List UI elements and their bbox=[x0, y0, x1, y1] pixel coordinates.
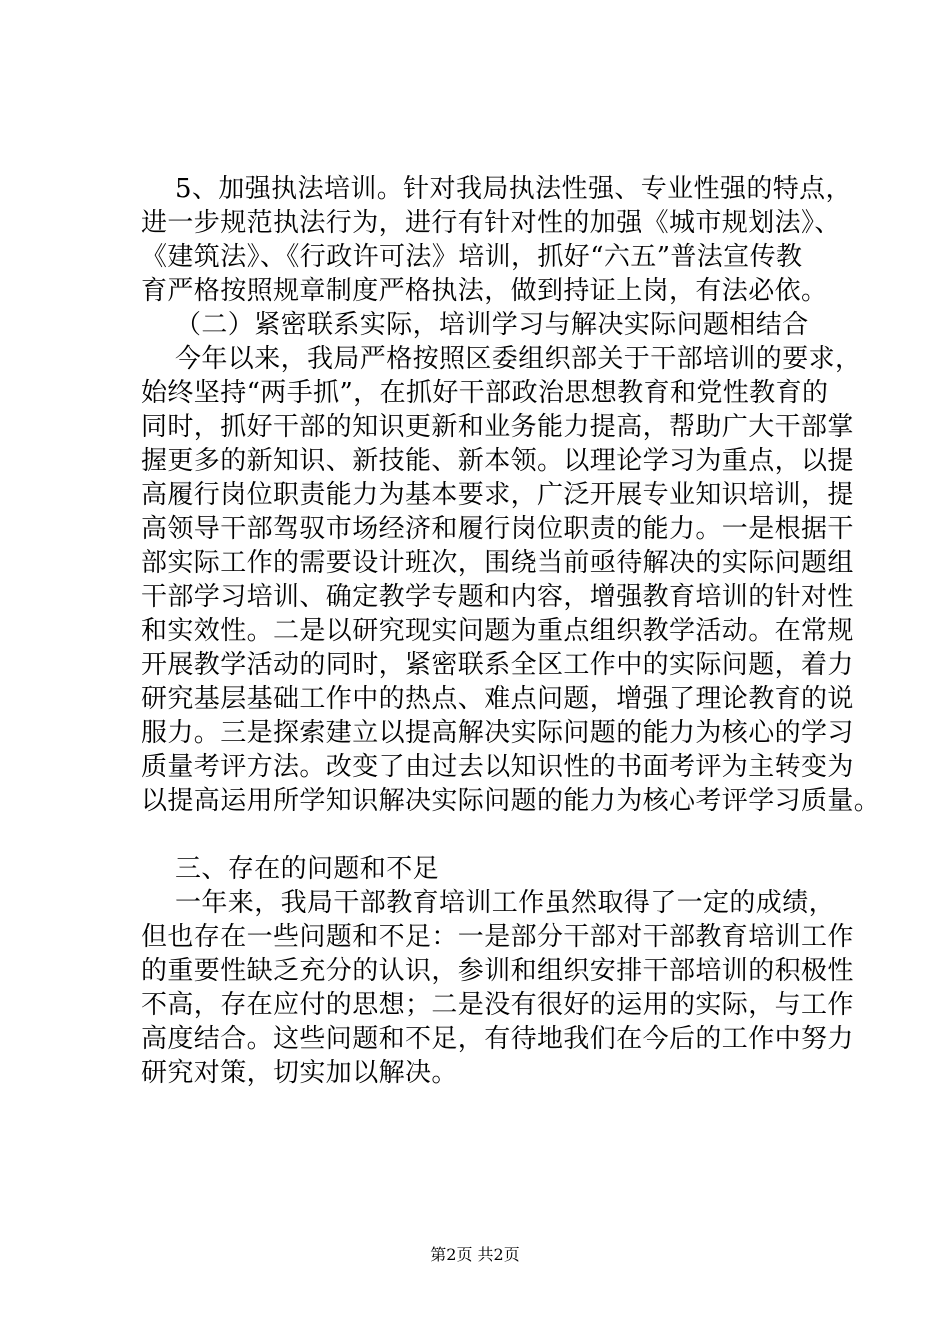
text-line: 研究基层基础工作中的热点、难点问题，增强了理论教育的说 bbox=[141, 684, 854, 714]
text-line: 不高，存在应付的思想；二是没有很好的运用的实际，与工作 bbox=[141, 990, 854, 1020]
text-line: 一年来，我局干部教育培训工作虽然取得了一定的成绩， bbox=[175, 888, 836, 918]
text-line: 进一步规范执法行为，进行有针对性的加强《城市规划法》、 bbox=[141, 208, 841, 238]
section-heading: （二）紧密联系实际，培训学习与解决实际问题相结合 bbox=[175, 310, 809, 340]
text-line: 但也存在一些问题和不足：一是部分干部对干部教育培训工作 bbox=[141, 922, 854, 952]
text-line: 今年以来，我局严格按照区委组织部关于干部培训的要求， bbox=[175, 344, 862, 374]
text-line: 的重要性缺乏充分的认识，参训和组织安排干部培训的积极性 bbox=[141, 956, 854, 986]
text-line: 《建筑法》、《行政许可法》培训，抓好“六五”普法宣传教 bbox=[141, 242, 803, 272]
page-number: 第2页 共2页 bbox=[430, 1245, 520, 1264]
text-line: 服力。三是探索建立以提高解决实际问题的能力为核心的学习 bbox=[141, 718, 854, 748]
text-line: 质量考评方法。改变了由过去以知识性的书面考评为主转变为 bbox=[141, 752, 854, 782]
text-line: 同时，抓好干部的知识更新和业务能力提高，帮助广大干部掌 bbox=[141, 412, 854, 442]
text-line: 高度结合。这些问题和不足，有待地我们在今后的工作中努力 bbox=[141, 1024, 854, 1054]
text-line: 始终坚持“两手抓”，在抓好干部政治思想教育和党性教育的 bbox=[141, 378, 829, 408]
text-line: 部实际工作的需要设计班次，围绕当前亟待解决的实际问题组 bbox=[141, 548, 854, 578]
text-line: 育严格按照规章制度严格执法，做到持证上岗，有法必依。 bbox=[141, 276, 828, 306]
text-line: 高领导干部驾驭市场经济和履行岗位职责的能力。一是根据干 bbox=[141, 514, 854, 544]
section-heading: 三、存在的问题和不足 bbox=[175, 854, 440, 884]
text-line: 以提高运用所学知识解决实际问题的能力为核心考评学习质量。 bbox=[141, 786, 881, 816]
text-line: 和实效性。二是以研究现实问题为重点组织教学活动。在常规 bbox=[141, 616, 854, 646]
text-line: 高履行岗位职责能力为基本要求，广泛开展专业知识培训，提 bbox=[141, 480, 854, 510]
text-line: 干部学习培训、确定教学专题和内容，增强教育培训的针对性 bbox=[141, 582, 854, 612]
text-line: 握更多的新知识、新技能、新本领。以理论学习为重点，以提 bbox=[141, 446, 854, 476]
text-line: 5、加强执法培训。针对我局执法性强、专业性强的特点， bbox=[175, 174, 852, 204]
text-line: 开展教学活动的同时，紧密联系全区工作中的实际问题，着力 bbox=[141, 650, 854, 680]
text-line: 研究对策，切实加以解决。 bbox=[141, 1058, 458, 1088]
